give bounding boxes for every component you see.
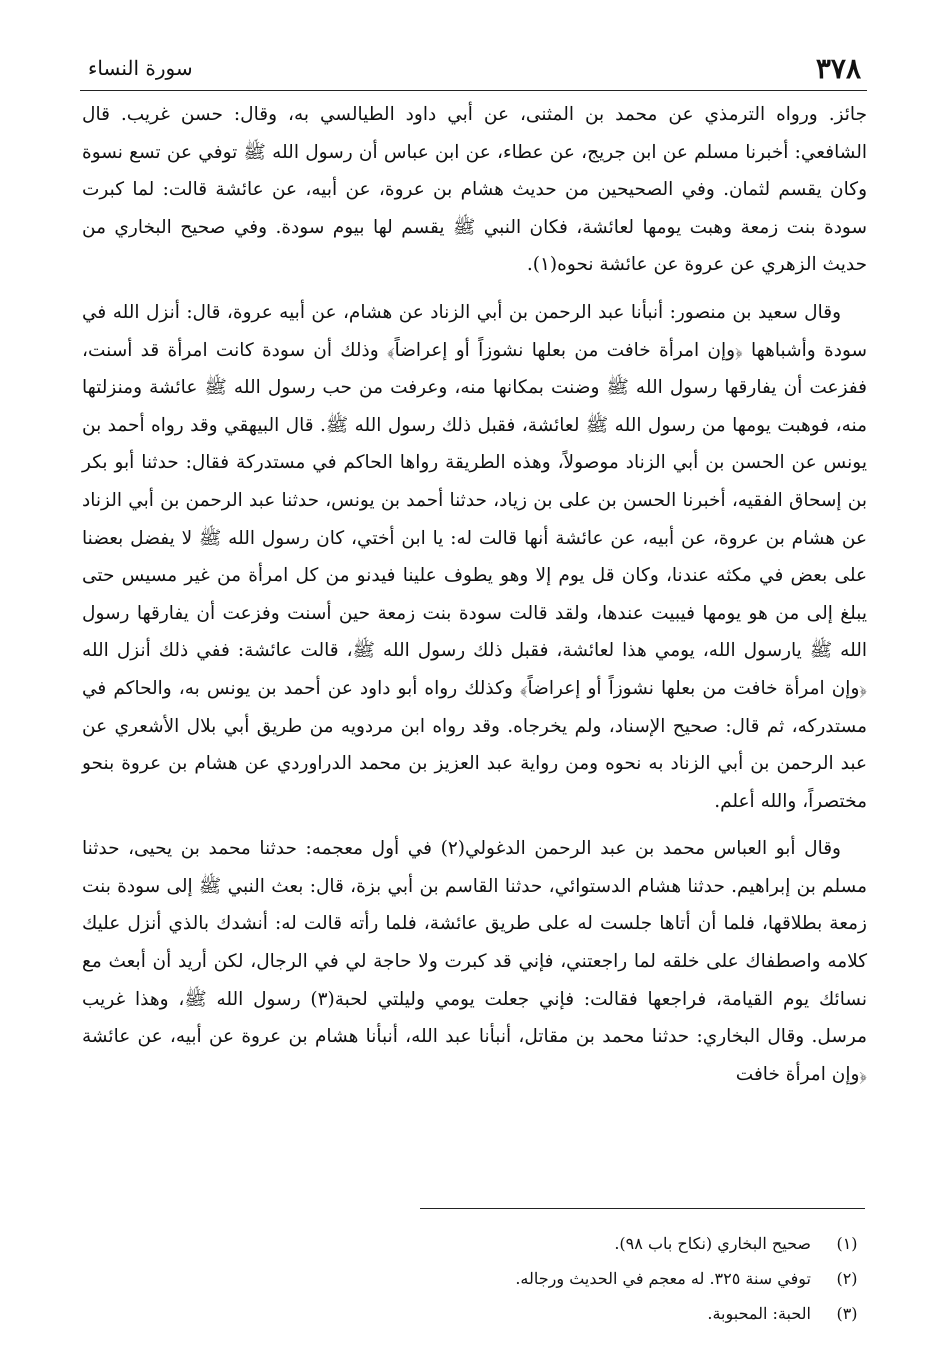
footnote-text: صحيح البخاري (نكاح باب ٩٨). [614, 1234, 811, 1253]
page-number: ٣٧٨ [815, 52, 861, 85]
surah-title: سورة النساء [88, 56, 193, 80]
footnotes [82, 1226, 865, 1331]
footnote-text: توفي سنة ٣٢٥. له معجم في الحديث ورجاله. [515, 1269, 811, 1288]
footnote-2 [82, 1261, 865, 1296]
footnote-text: الحبة: المحبوبة. [707, 1304, 811, 1323]
main-text [82, 96, 867, 1093]
footnote-divider [420, 1208, 865, 1209]
footnote-number: (٢) [836, 1269, 858, 1288]
paragraph-2: وقال سعيد بن منصور: أنبأنا عبد الرحمن بن أبي الزناد عن هشام، عن أبيه عروة، قال: أنزل الله في سودة وأشباهها ﴿وإن امرأة خافت من بعلها نشوزاً أو إعراضاً﴾ وذلك أن سودة كانت امرأة قد أسنت، ففزعت أن يفارقها رسول الله ﷺ وضنت بمكانها منه، وعرفت من حب رسول الله ﷺ عائشة ومنزلتها منه، فوهبت يومها من رسول الله ﷺ لعائشة، فقبل ذلك رسول الله ﷺ. قال البيهقي وقد رواه أحمد بن يونس عن الحسن بن أبي الزناد موصولاً، وهذه الطريقة رواها الحاكم في مستدركة فقال: حدثنا أبو بكر بن إسحاق الفقيه، أخبرنا الحسن بن على بن زياد، حدثنا أحمد بن يونس، حدثنا عبد الرحمن بن أبي الزناد عن هشام بن عروة، عن أبيه، عن عائشة أنها قالت له: يا ابن أختي، كان رسول الله ﷺ لا يفضل بعضنا على بعض في مكثه عندنا، وكان قل يوم إلا وهو يطوف علينا فيدنو من كل امرأة من غير مسيس حتى يبلغ إلى من هو يومها فيبيت عندها، ولقد قالت سودة بنت زمعة حين أسنت وفزعت أن يفارقها رسول الله ﷺ يارسول الله، يومي هذا لعائشة، فقبل ذلك رسول الله ﷺ، قالت عائشة: ففي ذلك أنزل الله ﴿وإن امرأة خافت من بعلها نشوزاً أو إعراضاً﴾ وكذلك رواه أبو داود عن أحمد بن يونس به، والحاكم في مستدركه، ثم قال: صحيح الإسناد، ولم يخرجاه. وقد رواه ابن مردويه من طريق أبي بلال الأشعري عن عبد الرحمن بن أبي الزناد به نحوه ومن رواية عبد العزيز بن محمد الدراوردي عن هشام بن عروة بنحو مختصراً، والله أعلم. [82, 301, 867, 812]
footnote-number: (٣) [836, 1304, 858, 1323]
footnote-1 [82, 1226, 865, 1261]
footnote-3 [82, 1296, 865, 1331]
paragraph-3: وقال أبو العباس محمد بن عبد الرحمن الدغولي(٢) في أول معجمه: حدثنا محمد بن يحيى، حدثنا مسلم بن إبراهيم. حدثنا هشام الدستوائي، حدثنا القاسم بن أبي بزة، قال: بعث النبي ﷺ إلى سودة بنت زمعة بطلاقها، فلما أن أتاها جلست له على طريق عائشة، فلما رأته قالت له: أنشدك بالذي أنزل عليك كلامه واصطفاك على خلقه لما راجعتني، فإني قد كبرت ولا حاجة لي في الرجال، لكن أريد أن أبعث مع نسائك يوم القيامة، فراجعها فقالت: فإني جعلت يومي وليلتي لحبة(٣) رسول الله ﷺ، وهذا غريب مرسل. وقال البخاري: حدثنا محمد بن مقاتل، أنبأنا عبد الله، أنبأنا هشام بن عروة عن أبيه، عن عائشة ﴿وإن امرأة خافت [82, 838, 867, 1085]
paragraph-1: جائز. ورواه الترمذي عن محمد بن المثنى، عن أبي داود الطيالسي به، وقال: حسن غريب. قال الشافعي: أخبرنا مسلم عن ابن جريج، عن عطاء، عن ابن عباس أن رسول الله ﷺ توفي عن تسع نسوة وكان يقسم لثمان. وفي الصحيحين من حديث هشام بن عروة، عن أبيه، عن عائشة قالت: لما كبرت سودة بنت زمعة وهبت يومها لعائشة، فكان النبي ﷺ يقسم لها بيوم سودة. وفي صحيح البخاري من حديث الزهري عن عروة عن عائشة نحوه(١). [82, 104, 867, 276]
page-header [80, 46, 867, 91]
footnote-number: (١) [836, 1234, 858, 1253]
